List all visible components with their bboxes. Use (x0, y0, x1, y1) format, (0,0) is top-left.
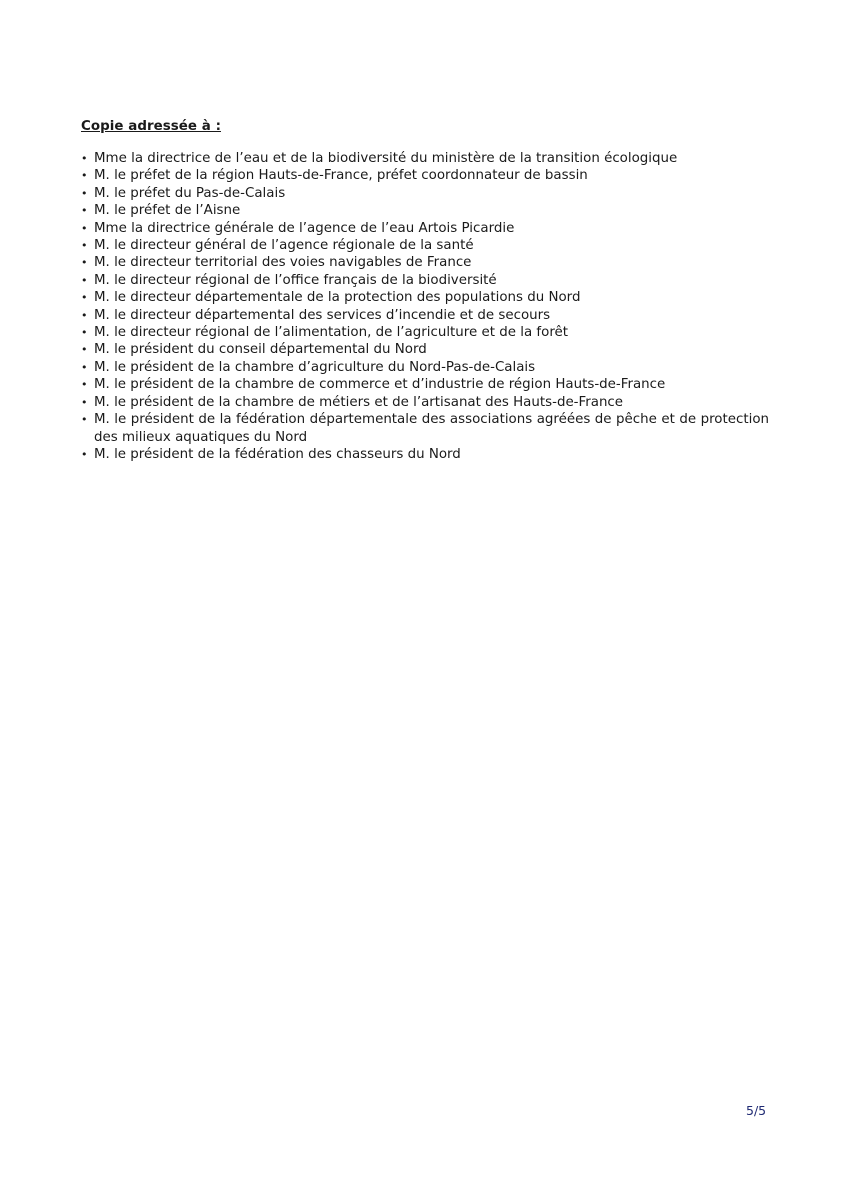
copy-recipients-section (81, 118, 769, 463)
recipient-item: • Mme la directrice de l’eau et de la biodiversité du ministère de la transition écologique (81, 150, 769, 167)
recipient-item: • M. le directeur départementale de la protection des populations du Nord (81, 289, 769, 306)
recipient-list (81, 150, 769, 463)
recipient-item: • M. le préfet de l’Aisne (81, 202, 769, 219)
recipient-item: • M. le président de la chambre d’agriculture du Nord-Pas-de-Calais (81, 359, 769, 376)
recipient-item: • M. le président de la fédération des chasseurs du Nord (81, 446, 769, 463)
recipient-item: • M. le président de la chambre de commerce et d’industrie de région Hauts-de-France (81, 376, 769, 393)
recipient-item: • M. le directeur départemental des services d’incendie et de secours (81, 307, 769, 324)
recipient-item: • M. le président de la fédération départementale des associations agréées de pêche et de protection des milieux aquatiques du Nord (81, 411, 769, 446)
recipient-item: • M. le directeur territorial des voies navigables de France (81, 254, 769, 271)
recipient-item: • Mme la directrice générale de l’agence de l’eau Artois Picardie (81, 220, 769, 237)
recipient-item: • M. le directeur général de l’agence régionale de la santé (81, 237, 769, 254)
recipient-item: • M. le président de la chambre de métiers et de l’artisanat des Hauts-de-France (81, 394, 769, 411)
recipient-item: • M. le préfet de la région Hauts-de-France, préfet coordonnateur de bassin (81, 167, 769, 184)
recipient-item: • M. le président du conseil départemental du Nord (81, 341, 769, 358)
recipient-item: • M. le directeur régional de l’office français de la biodiversité (81, 272, 769, 289)
page-number: 5/5 (746, 1103, 767, 1118)
copy-heading: Copie adressée à : (81, 119, 221, 134)
recipient-item: • M. le préfet du Pas-de-Calais (81, 185, 769, 202)
recipient-item: • M. le directeur régional de l’alimentation, de l’agriculture et de la forêt (81, 324, 769, 341)
